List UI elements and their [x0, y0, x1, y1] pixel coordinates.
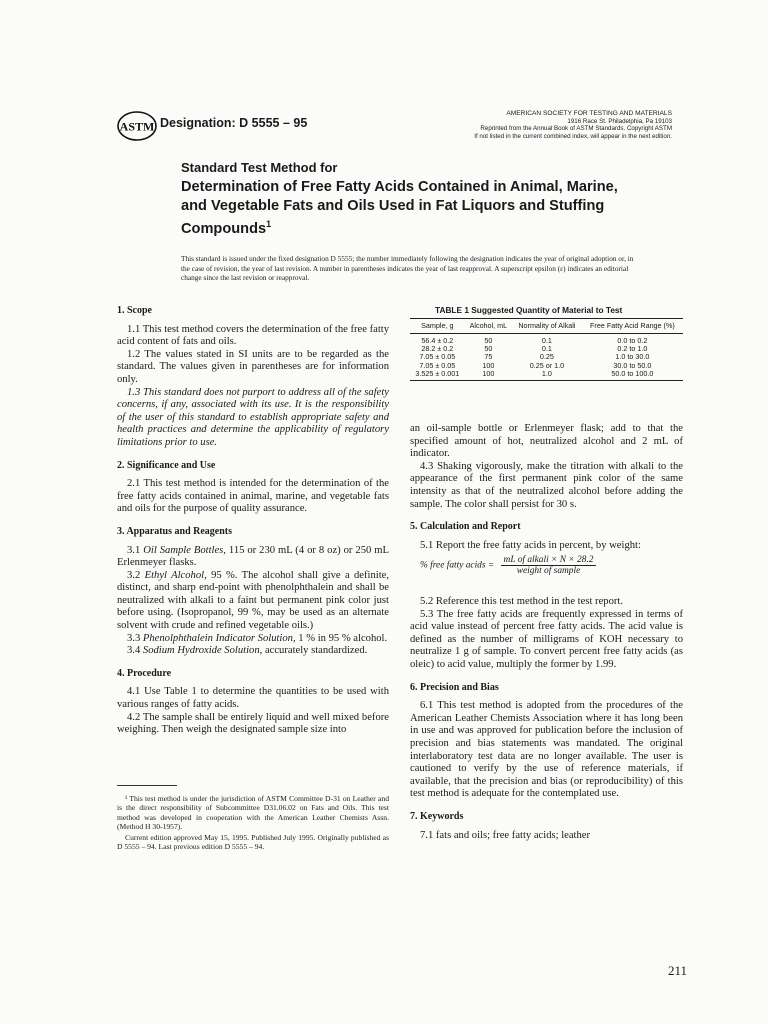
- item-text: 1 % in 95 % alcohol.: [298, 632, 388, 644]
- item-number: 3.2: [127, 569, 141, 581]
- item-number: 3.4: [127, 645, 141, 657]
- paragraph-4-2: 4.2 The sample shall be entirely liquid and well mixed before weighing. Then weigh the designated sample size into: [117, 711, 389, 736]
- publisher-line: Reprinted from the Annual Book of ASTM Standards. Copyright ASTM: [480, 125, 672, 133]
- title-footnote-mark: 1: [266, 219, 272, 229]
- table-cell: 0.25 or 1.0: [529, 360, 565, 370]
- table-cell: 75: [484, 352, 493, 362]
- table-cell: 3.525 ± 0.001: [410, 370, 465, 381]
- item-name: Oil Sample Bottles,: [143, 544, 226, 556]
- table-cell: 28.2 ± 0.2: [421, 344, 454, 354]
- standard-notice: This standard is issued under the fixed designation D 5555; the number immediately following the designation indicates the year of original adoption or, in the case of revision, the year of last revision. A number in parentheses indicates the year of last reapproval. A superscript epsilon (ε) indicates an editorial change since the last revision or reapproval.: [181, 254, 634, 282]
- item-text: accurately standardized.: [264, 645, 368, 657]
- publisher-info: [450, 110, 672, 140]
- table-cell: 7.05 ± 0.05: [419, 352, 456, 362]
- page-number: 211: [668, 963, 688, 978]
- table-cell: 100: [482, 360, 495, 370]
- left-column: [117, 305, 389, 737]
- footnote-1: ¹ This test method is under the jurisdiction of ASTM Committee D-31 on Leather and is the direct responsibility of Subcommittee D31.06.02 on Fats and Oils. This test method was developed in cooperation with the American Leather Chemists Assn. (Method H 30-1957).: [117, 794, 389, 831]
- formula-denominator: weight of sample: [516, 566, 581, 576]
- paragraph-5-2: 5.2 Reference this test method in the test report.: [420, 596, 623, 607]
- item-number: 3.3: [127, 632, 141, 644]
- item-name: Phenolphthalein Indicator Solution,: [142, 632, 296, 644]
- table-cell: 30.0 to 50.0: [613, 360, 652, 370]
- table-cell: 1.0 to 30.0: [615, 352, 650, 362]
- table-row: [410, 370, 683, 381]
- formula-numerator: mL of alkali × N × 28.2: [501, 555, 597, 566]
- paragraph-7-1: 7.1 fats and oils; free fatty acids; leather: [420, 829, 591, 841]
- column-header: Sample, g: [410, 319, 465, 334]
- footnote: [117, 794, 389, 854]
- footnote-2: Current edition approved May 15, 1995. Published July 1995. Originally published as D 5555 – 94. Last previous edition D 5555 – 94.: [117, 833, 389, 852]
- column-header: Alcohol, mL: [465, 319, 512, 334]
- title-text: Determination of Free Fatty Acids Contained in Animal, Marine, and Vegetable Fats and Oils Used in Fat Liquors and Stuffing Compounds: [181, 179, 618, 237]
- section-heading-precision: 6. Precision and Bias: [410, 681, 499, 693]
- table-cell: 0.2 to 1.0: [617, 344, 648, 354]
- title-prefix: Standard Test Method for: [181, 160, 338, 175]
- formula-lhs: % free fatty acids =: [420, 560, 495, 571]
- table-cell: 100: [465, 370, 512, 381]
- paragraph-4-1: 4.1 Use Table 1 to determine the quantities to be used with various ranges of fatty acids.: [117, 686, 389, 711]
- section-heading-significance: 2. Significance and Use: [117, 459, 216, 471]
- paragraph-4-3: 4.3 Shaking vigorously, make the titration with alkali to the appearance of the first permanent pink color of the same intensity as that of the neutralized alcohol before adding the sample. The color shall persist for 30 s.: [410, 460, 683, 510]
- table-cell: 0.1: [541, 336, 552, 345]
- table-cell: 0.0 to 0.2: [617, 336, 648, 345]
- table-cell: 50: [484, 336, 493, 345]
- table-cell: 0.25: [539, 352, 554, 362]
- item-number: 3.1: [127, 544, 141, 556]
- paragraph-5-3: 5.3 The free fatty acids are frequently expressed in terms of acid value instead of percent free fatty acids. The acid value is defined as the number of milligrams of KOH necessary to neutralize 1 g of sample. To convert percent free fatty acids (as oleic) to acid value, multiply the former by 1.99.: [410, 608, 683, 670]
- quantity-table: [410, 318, 683, 381]
- document-title: [181, 178, 621, 238]
- paragraph-3-1: [117, 545, 389, 570]
- section-heading-procedure: 4. Procedure: [117, 667, 172, 679]
- table-cell: 50: [484, 344, 493, 354]
- paragraph-3-3: [117, 633, 389, 646]
- publisher-line: AMERICAN SOCIETY FOR TESTING AND MATERIALS: [506, 110, 672, 117]
- section-heading-keywords: 7. Keywords: [410, 810, 464, 822]
- section-heading-apparatus: 3. Apparatus and Reagents: [117, 525, 233, 537]
- paragraph-1-1: 1.1 This test method covers the determination of the free fatty acid content of fats and oils.: [117, 323, 389, 348]
- svg-text:ASTM: ASTM: [119, 119, 155, 134]
- paragraph-3-2: [117, 570, 389, 633]
- formula-fraction: [501, 555, 597, 576]
- table-cell: 50.0 to 100.0: [582, 370, 683, 381]
- paragraph-4-2-continued: an oil-sample bottle or Erlenmeyer flask; add to that the specified amount of hot, neutralized alcohol and 2 mL of indicator.: [410, 423, 683, 460]
- table-cell: 56.4 ± 0.2: [421, 336, 454, 345]
- paragraph-2-1: 2.1 This test method is intended for the determination of the free fatty acids contained in animal, marine, and vegetable fats and oils for the purpose of quality assurance.: [117, 478, 389, 515]
- paragraph-3-4: [117, 645, 389, 658]
- paragraph-1-3: 1.3 This standard does not purport to address all of the safety concerns, if any, associated with its use. It is the responsibility of the user of this standard to establish appropriate safety and health practices and determine the applicability of regulatory limitations prior to use.: [117, 386, 389, 448]
- section-heading-scope: 1. Scope: [117, 305, 152, 316]
- right-column-lower: [410, 596, 683, 842]
- astm-logo: [117, 111, 157, 141]
- free-fatty-acid-formula: [420, 555, 670, 576]
- column-header: Free Fatty Acid Range (%): [582, 319, 683, 334]
- item-name: Sodium Hydroxide Solution,: [142, 645, 263, 657]
- designation: Designation: D 5555 – 95: [160, 116, 308, 130]
- footnote-rule: [117, 785, 177, 786]
- table-cell: 7.05 ± 0.05: [419, 360, 456, 370]
- table-title: TABLE 1 Suggested Quantity of Material to Test: [435, 305, 623, 315]
- table-cell: 0.1: [541, 344, 552, 354]
- item-name: Ethyl Alcohol,: [144, 569, 207, 581]
- paragraph-6-1: 6.1 This test method is adopted from the procedures of the American Leather Chemists Association where it has long been in use and was approved for publication before the inclusion of precision and bias statements was mandated. The original interlaboratory test data are no longer available. The user is cautioned to verify by the use of reference materials, if available, that the precision and bias (or reproducibility) of this test method is adequate for the contemplated use.: [410, 700, 683, 800]
- section-heading-calculation: 5. Calculation and Report: [410, 521, 521, 533]
- column-header: Normality of Alkali: [512, 319, 582, 334]
- item-text: 95 %. The alcohol shall give a definite, distinct, and sharp end-point with phenolphthalein and shall be neutralized with alkali to a faint but permanent pink color just before using. (Isopropanol, 99 %, may be used as an alternate solvent with crude and refined vegetable oils.): [117, 569, 390, 632]
- paragraph-1-2: 1.2 The values stated in SI units are to be regarded as the standard. The values given in parentheses are for information only.: [117, 348, 389, 385]
- publisher-line: 1916 Race St. Philadelphia, Pa 19103: [567, 117, 672, 125]
- paragraph-5-1: 5.1 Report the free fatty acids in percent, by weight:: [420, 539, 641, 551]
- item-text: 115 or 230 mL (4 or 8 oz) or 250 mL Erlenmeyer flasks.: [117, 544, 389, 569]
- publisher-line: If not listed in the current combined index, will appear in the next edition.: [474, 132, 672, 140]
- table-cell: 1.0: [512, 370, 582, 381]
- right-column-upper: [410, 423, 683, 552]
- table-header-row: [410, 319, 683, 334]
